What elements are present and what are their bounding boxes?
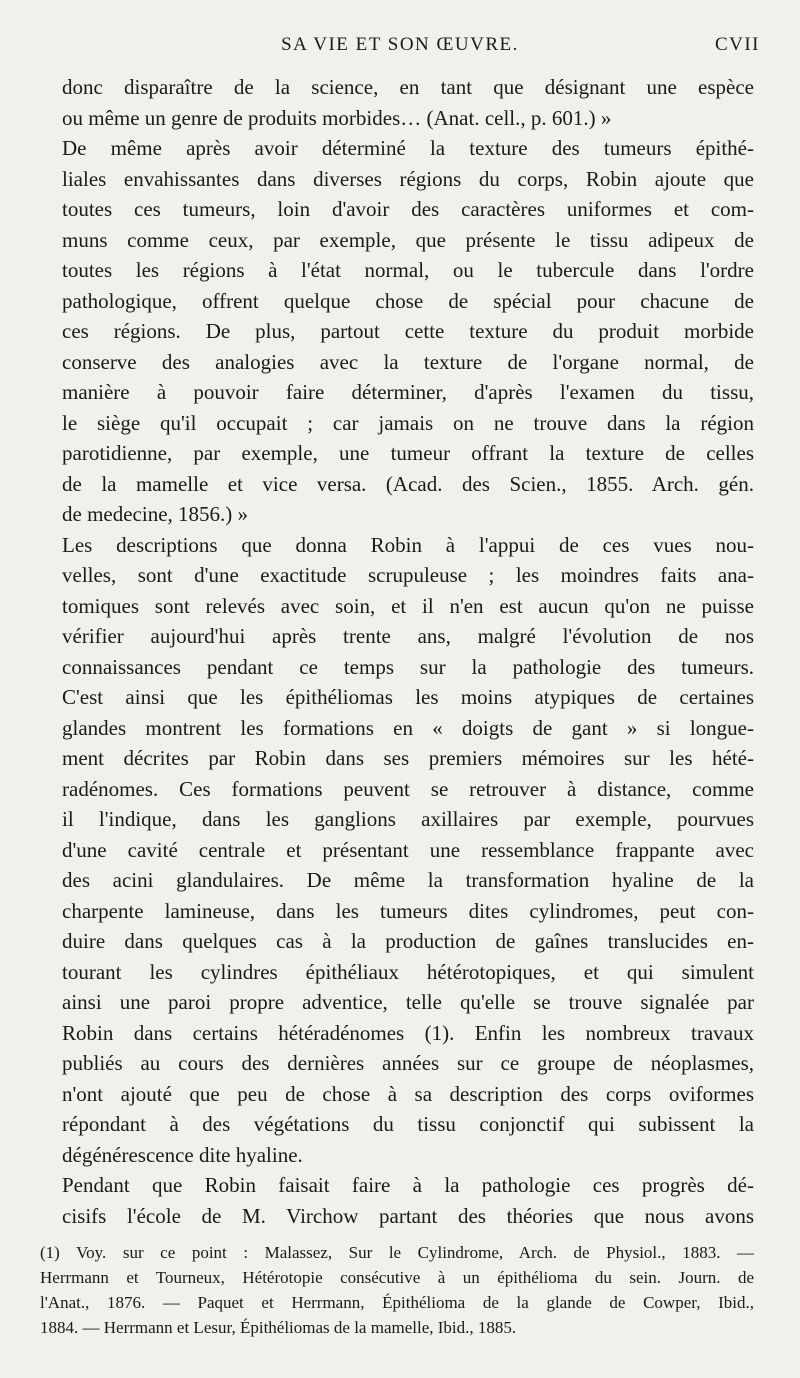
text-line: glandes montrent les formations en « doigts de gant » si longue-: [62, 715, 754, 740]
text-line: répondant à des végétations du tissu conjonctif qui subissent la: [62, 1112, 754, 1136]
text-line: vérifier aujourd'hui après trente ans, malgré l'évolution de nos: [62, 624, 754, 648]
footnotes: [40, 1240, 754, 1340]
text-line: « conserve des analogies avec la texture de l'organe normal, de: [62, 347, 754, 378]
text-line: « donc disparaître de la science, en tant que désignant une espèce: [62, 72, 754, 103]
page-number: CVII: [714, 34, 760, 55]
text-line: Les descriptions que donna Robin à l'appui de ces vues nou-: [62, 532, 754, 557]
text-line: d'une cavité centrale et présentant une ressemblance frappante avec: [62, 837, 754, 862]
text-line: C'est ainsi que les épithéliomas les moins atypiques de certaines: [62, 685, 754, 709]
footnote-line: Herrmann et Tourneux, Hétérotopie consécutive à un épithélioma du sein. Journ. de: [40, 1268, 754, 1287]
text-line: « de medecine, 1856.) »: [62, 499, 754, 530]
text-line: De même après avoir déterminé la texture des tumeurs épithé-: [62, 136, 754, 160]
footnote-line: 1884. — Herrmann et Lesur, Épithéliomas de la mamelle, Ibid., 1885.: [40, 1318, 517, 1337]
text-line: « muns comme ceux, par exemple, que présente le tissu adipeux de: [62, 225, 754, 256]
text-line: connaissances pendant ce temps sur la pathologie des tumeurs.: [62, 654, 754, 679]
text-line: « ou même un genre de produits morbides… (Anat. cell., p. 601.) »: [62, 103, 754, 134]
running-title: SA VIE ET SON ŒUVRE.: [281, 34, 519, 55]
text-line: liales envahissantes dans diverses régions du corps, Robin ajoute que: [62, 166, 754, 191]
text-line: Pendant que Robin faisait faire à la pathologie ces progrès dé-: [62, 1173, 754, 1197]
text-line: tourant les cylindres épithéliaux hétérotopiques, et qui simulent: [62, 959, 754, 984]
page-header: [40, 34, 760, 60]
text-line: des acini glandulaires. De même la transformation hyaline de la: [62, 868, 754, 892]
text-line: « le siège qu'il occupait ; car jamais on ne trouve dans la région: [62, 408, 754, 439]
text-line: duire dans quelques cas à la production de gaînes translucides en-: [62, 929, 754, 953]
main-text: [62, 72, 754, 1231]
footnote-line: l'Anat., 1876. — Paquet et Herrmann, Épithélioma de la glande de Cowper, Ibid.,: [40, 1293, 754, 1312]
text-line: « toutes les régions à l'état normal, ou le tubercule dans l'ordre: [62, 255, 754, 286]
text-line: velles, sont d'une exactitude scrupuleuse ; les moindres faits ana-: [62, 563, 754, 587]
text-line: « manière à pouvoir faire déterminer, d'après l'examen du tissu,: [62, 377, 754, 408]
text-line: « ces régions. De plus, partout cette texture du produit morbide: [62, 316, 754, 347]
text-line: « toutes ces tumeurs, loin d'avoir des caractères uniformes et com-: [62, 194, 754, 225]
footnote-line: (1) Voy. sur ce point : Malassez, Sur le Cylindrome, Arch. de Physiol., 1883. —: [40, 1243, 754, 1262]
text-line: tomiques sont relevés avec soin, et il n'en est aucun qu'on ne puisse: [62, 593, 754, 618]
text-line: ainsi une paroi propre adventice, telle qu'elle se trouve signalée par: [62, 990, 754, 1014]
text-line: charpente lamineuse, dans les tumeurs dites cylindromes, peut con-: [62, 898, 754, 923]
text-line: Robin dans certains hétéradénomes (1). Enfin les nombreux travaux: [62, 1020, 754, 1045]
text-line: « de la mamelle et vice versa. (Acad. des Scien., 1855. Arch. gén.: [62, 469, 754, 500]
text-line: n'ont ajouté que peu de chose à sa description des corps oviformes: [62, 1081, 754, 1106]
text-line: « pathologique, offrent quelque chose de spécial pour chacune de: [62, 286, 754, 317]
text-line: radénomes. Ces formations peuvent se retrouver à distance, comme: [62, 776, 754, 801]
text-line: publiés au cours des dernières années sur ce groupe de néoplasmes,: [62, 1051, 754, 1075]
text-line: dégénérescence dite hyaline.: [62, 1142, 303, 1167]
text-line: ment décrites par Robin dans ses premiers mémoires sur les hété-: [62, 746, 754, 770]
text-line: il l'indique, dans les ganglions axillaires par exemple, pourvues: [62, 807, 754, 831]
text-line: cisifs l'école de M. Virchow partant des théories que nous avons: [62, 1203, 754, 1228]
text-line: « parotidienne, par exemple, une tumeur offrant la texture de celles: [62, 438, 754, 469]
